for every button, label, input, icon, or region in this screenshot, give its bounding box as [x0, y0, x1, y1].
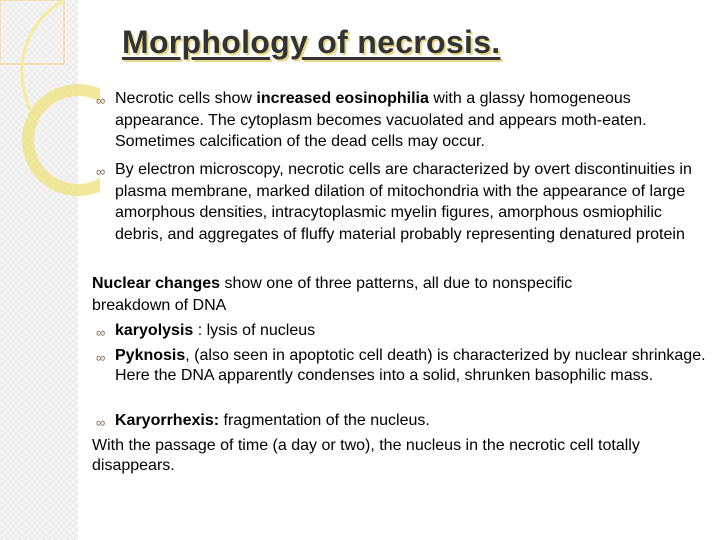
text: Necrotic cells show [115, 90, 257, 107]
bold-text: Karyorrhexis: [115, 412, 220, 429]
text: show one of three patterns, all due to nonspecific breakdown of DNA [92, 275, 573, 314]
nuclear-changes [92, 273, 652, 316]
decorative-circles [0, 0, 100, 540]
pattern-pyknosis [96, 346, 706, 386]
text: By electron microscopy, necrotic cells are characterized by overt discontinuities in plasma membrane, marked dilation of mitochondria with the appearance of large amorphous densities, intracytoplasmic myelin figures, amorphous osmiophilic debris, and aggregates of fluffy material probably representing denatured protein [115, 161, 692, 243]
bullet-eosinophilia [96, 88, 716, 153]
bullet-icon: ∞ [96, 164, 106, 179]
bullet-electron-microscopy [96, 159, 704, 245]
bullet-icon: ∞ [96, 350, 106, 365]
slide-title: Morphology of necrosis. [122, 24, 501, 60]
pattern-karyorrhexis [96, 410, 706, 432]
bold-text: karyolysis [115, 322, 194, 339]
closing-text: With the passage of time (a day or two), the nucleus in the necrotic cell totally disappears. [92, 437, 640, 474]
text: , (also seen in apoptotic cell death) is characterized by nuclear shrinkage. Here the DNA apparently condenses into a solid, shrunken basophilic mass. [115, 347, 706, 384]
pattern-karyolysis [96, 320, 706, 342]
text: fragmentation of the nucleus. [219, 412, 430, 429]
bullet-icon: ∞ [96, 93, 106, 108]
text: : lysis of nucleus [193, 322, 316, 339]
bullet-icon: ∞ [96, 325, 106, 340]
bold-text: Nuclear changes [92, 275, 221, 292]
bullet-icon: ∞ [96, 415, 106, 430]
bold-text: increased eosinophilia [256, 90, 429, 107]
text: with a glassy homogeneous appearance. The cytoplasm becomes vacuolated and appears moth-eaten. Sometimes calcification of the dead cells may occur. [115, 90, 647, 150]
bold-text: Pyknosis [115, 347, 186, 364]
